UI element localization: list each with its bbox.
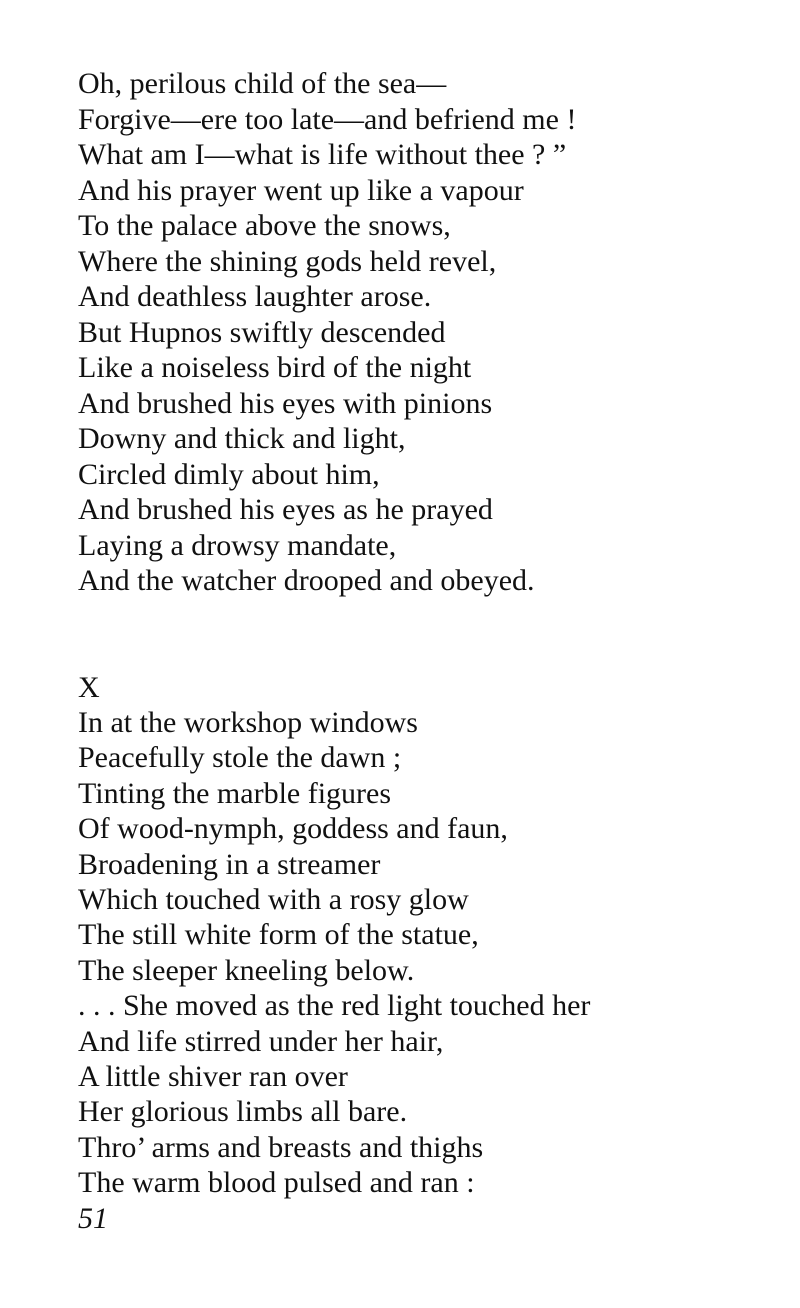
- stanza-one: [78, 66, 778, 599]
- poem-line: Where the shining gods held revel,: [78, 244, 497, 278]
- poem-line: But Hupnos swiftly descended: [78, 315, 446, 349]
- poem-line: And life stirred under her hair,: [78, 1024, 444, 1058]
- poem-line: And deathless laughter arose.: [78, 280, 432, 313]
- poem-line: The sleeper kneeling below.: [78, 953, 415, 987]
- poem-line: Forgive—ere too late—and befriend me !: [78, 102, 577, 136]
- poem-line: The still white form of the statue,: [78, 918, 479, 952]
- poem-line: Her glorious limbs all bare.: [78, 1095, 408, 1129]
- poem-line: What am I—what is life without thee ? ”: [78, 138, 567, 171]
- poem-line: Laying a drowsy mandate,: [78, 528, 397, 562]
- poem-line: A little shiver ran over: [78, 1060, 348, 1094]
- page: [78, 66, 778, 1237]
- poem-line: Peacefully stole the dawn ;: [78, 741, 402, 775]
- poem-line: Oh, perilous child of the sea—: [78, 67, 447, 100]
- stanza-two: [78, 705, 778, 1201]
- poem-line: Tinting the marble figures: [78, 776, 392, 810]
- poem-line: Circled dimly about him,: [78, 457, 380, 491]
- poem-line: And the watcher drooped and obeyed.: [78, 564, 535, 597]
- poem-line: Which touched with a rosy glow: [78, 883, 469, 917]
- poem-line: Of wood-nymph, goddess and faun,: [78, 812, 508, 846]
- poem-line: And brushed his eyes with pinions: [78, 386, 493, 420]
- poem-line: . . . She moved as the red light touched her: [78, 989, 591, 1023]
- poem-line: In at the workshop windows: [78, 706, 418, 739]
- poem-line: Like a noiseless bird of the night: [78, 351, 472, 384]
- section-heading: X: [78, 670, 100, 704]
- poem-line: And his prayer went up like a vapour: [78, 173, 524, 207]
- poem-line: The warm blood pulsed and ran :: [78, 1166, 475, 1200]
- poem-line: And brushed his eyes as he prayed: [78, 493, 493, 526]
- page-number: 51: [78, 1201, 108, 1235]
- poem-line: Downy and thick and light,: [78, 422, 406, 455]
- poem-line: Thro’ arms and breasts and thighs: [78, 1130, 484, 1164]
- poem-line: To the palace above the snows,: [78, 209, 451, 242]
- poem-line: Broadening in a streamer: [78, 847, 381, 881]
